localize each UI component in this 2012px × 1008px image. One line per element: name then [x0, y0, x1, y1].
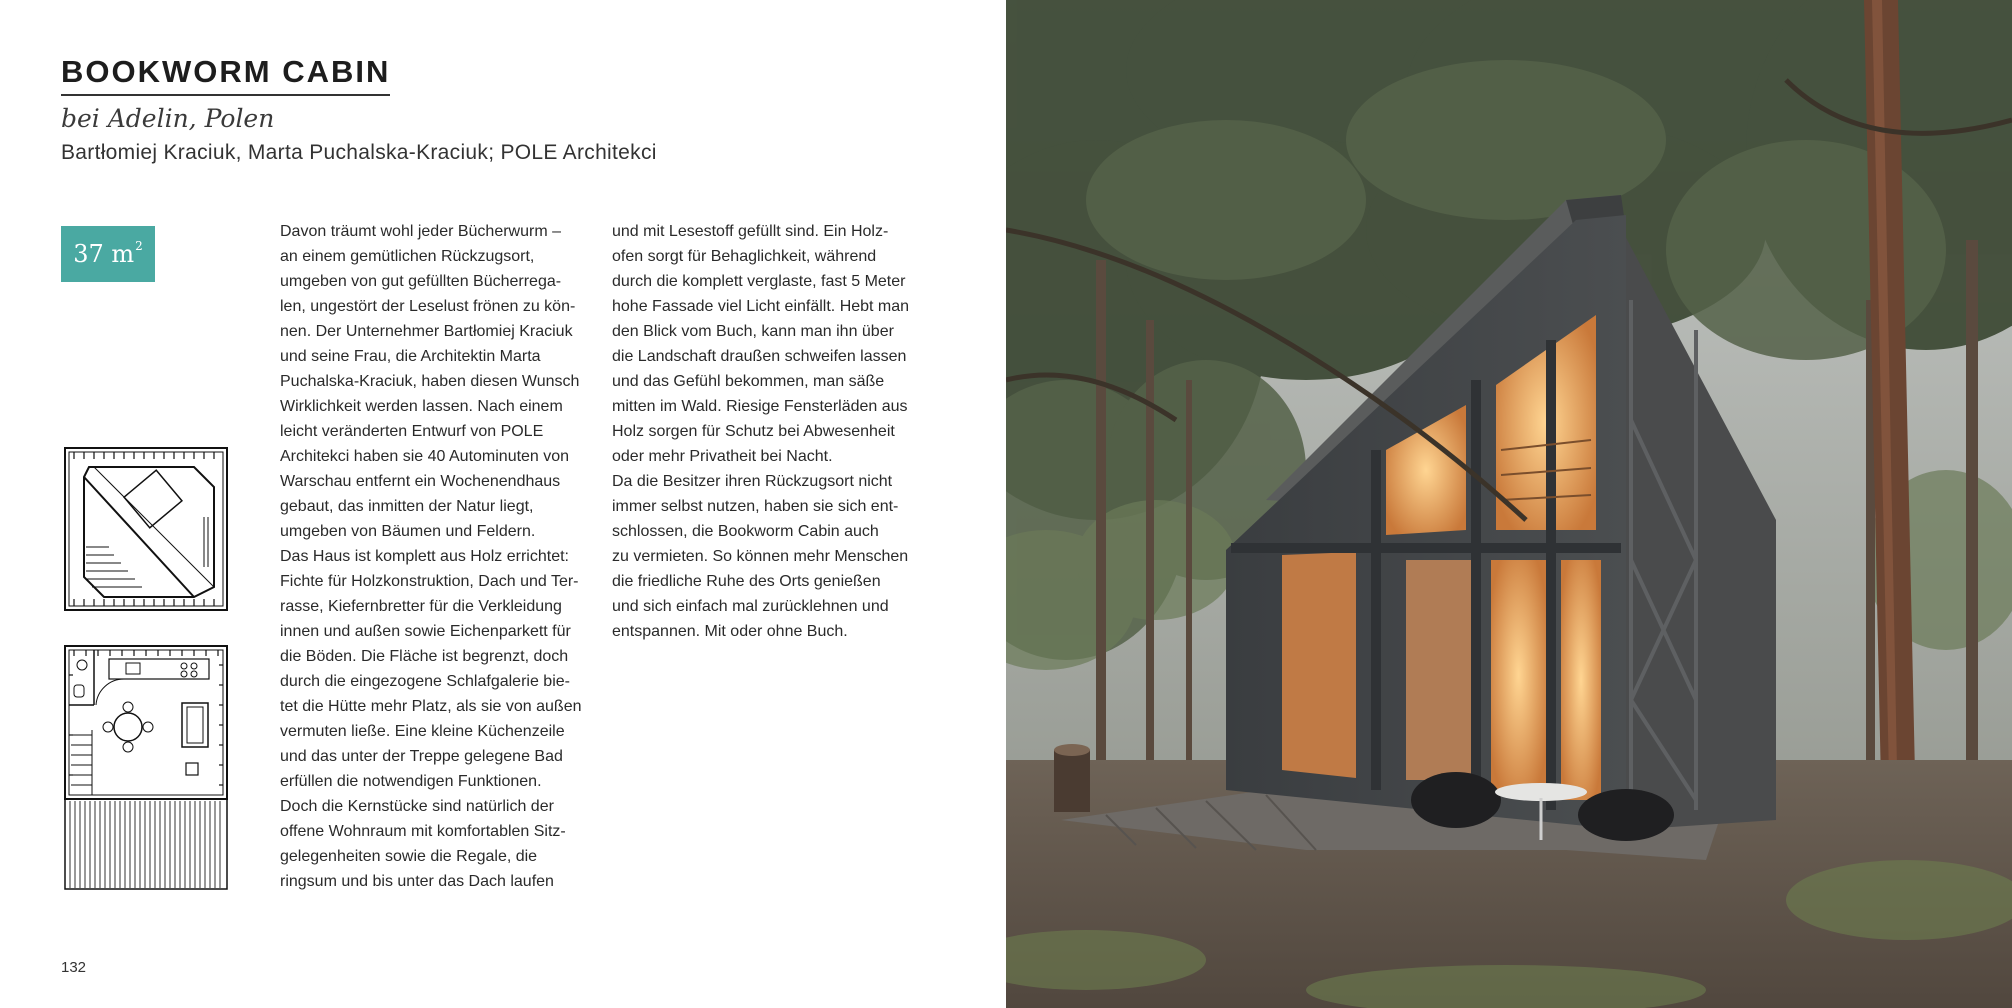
body-text-line: len, ungestört der Leselust frönen zu kön- — [280, 298, 576, 315]
body-text-line: und mit Lesestoff gefüllt sind. Ein Holz- — [612, 223, 889, 240]
body-text-line: erfüllen die notwendigen Funktionen. — [280, 773, 542, 790]
body-text-line: und das Gefühl bekommen, man säße — [612, 373, 885, 390]
body-text-line: und sich einfach mal zurücklehnen und — [612, 598, 889, 615]
body-text-line: Doch die Kernstücke sind natürlich der — [280, 798, 554, 815]
body-text-line: mitten im Wald. Riesige Fensterläden aus — [612, 398, 908, 415]
body-text-line: umgeben von Bäumen und Feldern. — [280, 523, 536, 540]
body-text-line: Das Haus ist komplett aus Holz errichtet: — [280, 548, 569, 565]
text-column-1 — [280, 219, 586, 894]
body-text-line: an einem gemütlichen Rückzugsort, — [280, 248, 535, 265]
body-text-line: Puchalska-Kraciuk, haben diesen Wunsch — [280, 373, 580, 390]
body-text-line: innen und außen sowie Eichenparkett für — [280, 623, 571, 640]
body-text-line: umgeben von gut gefüllten Bücherrega- — [280, 273, 562, 290]
body-text-line: immer selbst nutzen, haben sie sich ent- — [612, 498, 899, 515]
body-text-line: oder mehr Privatheit bei Nacht. — [612, 448, 833, 465]
body-text-line: die Böden. Die Fläche ist begrenzt, doch — [280, 648, 569, 665]
body-text-line: entspannen. Mit oder ohne Buch. — [612, 623, 848, 640]
page-title: BOOKWORM CABIN — [61, 54, 390, 96]
body-text-line: tet die Hütte mehr Platz, als sie von außen — [280, 698, 582, 715]
body-text-line: ringsum und bis unter das Dach laufen — [280, 873, 554, 890]
floor-plan-upper-icon — [64, 447, 228, 611]
body-text-line: Holz sorgen für Schutz bei Abwesenheit — [612, 423, 895, 440]
body-text-line: hohe Fassade viel Licht einfällt. Hebt man — [612, 298, 910, 315]
area-badge — [61, 226, 155, 282]
body-text-line: den Blick vom Buch, kann man ihn über — [612, 323, 894, 340]
body-text-line: rasse, Kiefernbretter für die Verkleidung — [280, 598, 562, 615]
body-text-line: durch die komplett verglaste, fast 5 Meter — [612, 273, 906, 290]
area-exponent: 2 — [135, 239, 143, 253]
body-text-line: ofen sorgt für Behaglichkeit, während — [612, 248, 877, 265]
body-text-line: die friedliche Ruhe des Orts genießen — [612, 573, 881, 590]
body-text-line: gebaut, das inmitten der Natur liegt, — [280, 498, 534, 515]
body-text-line: nen. Der Unternehmer Bartłomiej Kraciuk — [280, 323, 573, 340]
body-text-line: gelegenheiten sowie die Regale, die — [280, 848, 538, 865]
body-text-line: durch die eingezogene Schlafgalerie bie- — [280, 673, 570, 690]
body-text-line: schlossen, die Bookworm Cabin auch — [612, 523, 879, 540]
body-text-line: und seine Frau, die Architektin Marta — [280, 348, 541, 365]
body-text-line: Warschau entfernt ein Wochenendhaus — [280, 473, 561, 490]
text-column-2 — [612, 219, 918, 644]
architects-credit: Bartłomiej Kraciuk, Marta Puchalska-Kraciuk; POLE Architekci — [61, 141, 657, 164]
body-text-line: Fichte für Holzkonstruktion, Dach und Ter- — [280, 573, 579, 590]
body-text-line: vermuten ließe. Eine kleine Küchenzeile — [280, 723, 565, 740]
body-text-line: zu vermieten. So können mehr Menschen — [612, 548, 909, 565]
body-text-line: Architekci haben sie 40 Autominuten von — [280, 448, 570, 465]
body-text-line: Wirklichkeit werden lassen. Nach einem — [280, 398, 563, 415]
location-subtitle: bei Adelin, Polen — [61, 104, 275, 133]
body-text-line: Da die Besitzer ihren Rückzugsort nicht — [612, 473, 893, 490]
area-value: 37 m — [73, 240, 135, 268]
body-text-line: leicht veränderten Entwurf von POLE — [280, 423, 544, 440]
body-text-line: die Landschaft draußen schweifen lassen — [612, 348, 907, 365]
body-text-line: offene Wohnraum mit komfortablen Sitz- — [280, 823, 566, 840]
page-number: 132 — [61, 959, 87, 976]
body-text-line: und das unter der Treppe gelegene Bad — [280, 748, 563, 765]
floor-plan-ground-icon — [64, 645, 228, 890]
cabin-photo — [1006, 0, 2012, 1008]
body-text-line: Davon träumt wohl jeder Bücherwurm – — [280, 223, 562, 240]
